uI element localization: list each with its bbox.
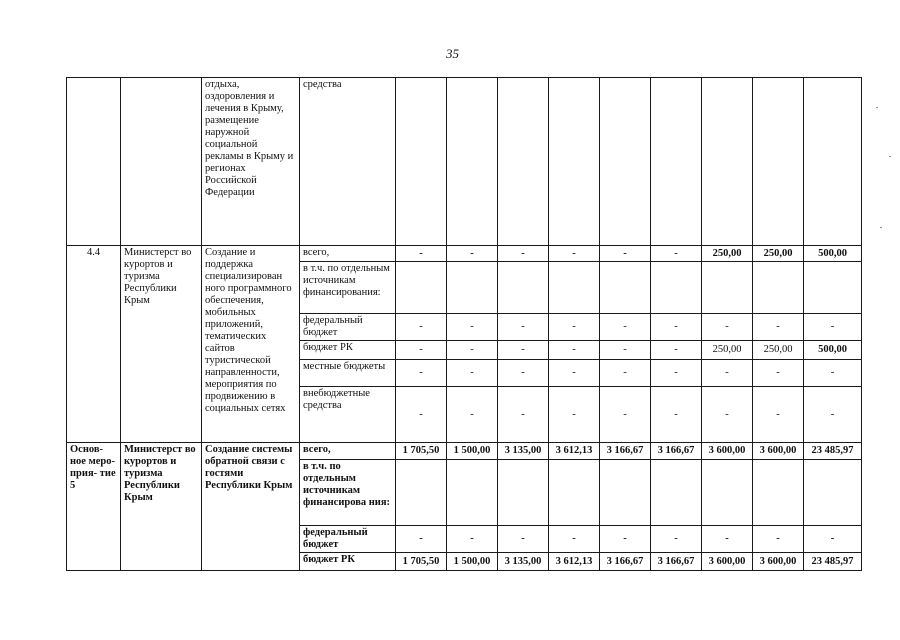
value-cell (651, 262, 702, 314)
value-cell: 500,00 (804, 341, 862, 360)
value-cell (804, 78, 862, 246)
value-cell (549, 460, 600, 526)
value-cell (600, 460, 651, 526)
value-cell (702, 262, 753, 314)
value-cell (600, 78, 651, 246)
source-cell: федеральный бюджет (300, 314, 396, 341)
scan-speck (880, 227, 882, 228)
value-cell: 23 485,97 (804, 553, 862, 571)
value-cell: - (651, 314, 702, 341)
source-cell: всего, (300, 246, 396, 262)
description-cell: Создание системы обратной связи с гостями Республики Крым (202, 443, 300, 571)
scan-speck (889, 156, 891, 157)
value-cell: - (549, 314, 600, 341)
value-cell (498, 460, 549, 526)
value-cell: - (651, 526, 702, 553)
value-cell: 1 705,50 (396, 443, 447, 460)
value-cell: - (447, 341, 498, 360)
value-cell: 3 166,67 (600, 443, 651, 460)
value-cell: 1 705,50 (396, 553, 447, 571)
value-cell: - (651, 360, 702, 387)
value-cell: - (600, 526, 651, 553)
value-cell (651, 460, 702, 526)
value-cell: - (396, 360, 447, 387)
value-cell: - (600, 246, 651, 262)
source-cell: в т.ч. по отдельным источникам финансирования: (300, 262, 396, 314)
value-cell (396, 262, 447, 314)
value-cell: 3 166,67 (651, 553, 702, 571)
value-cell: - (804, 387, 862, 443)
value-cell (702, 460, 753, 526)
value-cell: - (396, 246, 447, 262)
value-cell: - (447, 526, 498, 553)
value-cell: - (702, 387, 753, 443)
source-cell: бюджет РК (300, 341, 396, 360)
value-cell: 250,00 (702, 246, 753, 262)
row-number-cell: Основ- ное меро- прия- тие 5 (67, 443, 121, 571)
page-number: 35 (446, 46, 459, 61)
value-cell: 250,00 (702, 341, 753, 360)
value-cell: 3 600,00 (702, 553, 753, 571)
value-cell (498, 78, 549, 246)
value-cell: - (396, 387, 447, 443)
value-cell: 3 612,13 (549, 553, 600, 571)
value-cell (549, 78, 600, 246)
value-cell: 250,00 (753, 341, 804, 360)
source-cell: федеральный бюджет (300, 526, 396, 553)
table-row (67, 78, 862, 246)
value-cell (498, 262, 549, 314)
value-cell: - (804, 314, 862, 341)
value-cell: - (396, 314, 447, 341)
value-cell (804, 460, 862, 526)
executor-cell: Министерст во курортов и туризма Республики Крым (121, 443, 202, 571)
value-cell: 1 500,00 (447, 443, 498, 460)
value-cell (753, 460, 804, 526)
value-cell: - (651, 341, 702, 360)
value-cell: - (447, 314, 498, 341)
value-cell: - (753, 526, 804, 553)
value-cell (549, 262, 600, 314)
value-cell: - (600, 341, 651, 360)
value-cell (447, 460, 498, 526)
source-cell: в т.ч. по отдельным источникам финансирова ния: (300, 460, 396, 526)
value-cell: 3 612,13 (549, 443, 600, 460)
value-cell (753, 262, 804, 314)
value-cell: 3 135,00 (498, 553, 549, 571)
value-cell: - (396, 526, 447, 553)
value-cell (447, 78, 498, 246)
value-cell: 3 166,67 (600, 553, 651, 571)
source-cell: бюджет РК (300, 553, 396, 571)
value-cell: - (396, 341, 447, 360)
value-cell: 1 500,00 (447, 553, 498, 571)
executor-cell: Министерст во курортов и туризма Республики Крым (121, 246, 202, 443)
value-cell: - (447, 246, 498, 262)
value-cell: - (600, 387, 651, 443)
value-cell: 250,00 (753, 246, 804, 262)
value-cell: - (498, 526, 549, 553)
value-cell (804, 262, 862, 314)
value-cell: - (549, 246, 600, 262)
value-cell: 23 485,97 (804, 443, 862, 460)
value-cell: - (549, 526, 600, 553)
value-cell: - (447, 387, 498, 443)
source-cell: внебюджетные средства (300, 387, 396, 443)
budget-table (66, 77, 862, 571)
value-cell: - (753, 360, 804, 387)
value-cell: - (702, 526, 753, 553)
value-cell: - (651, 246, 702, 262)
value-cell (600, 262, 651, 314)
source-cell: местные бюджеты (300, 360, 396, 387)
value-cell: - (498, 246, 549, 262)
row-number-cell (67, 78, 121, 246)
value-cell: - (804, 360, 862, 387)
value-cell: - (702, 360, 753, 387)
value-cell: - (804, 526, 862, 553)
source-cell: средства (300, 78, 396, 246)
value-cell: - (600, 314, 651, 341)
value-cell: 3 600,00 (753, 443, 804, 460)
value-cell: - (600, 360, 651, 387)
value-cell: - (498, 341, 549, 360)
value-cell: - (702, 314, 753, 341)
value-cell: 3 600,00 (702, 443, 753, 460)
value-cell (396, 78, 447, 246)
value-cell (447, 262, 498, 314)
value-cell: - (549, 360, 600, 387)
value-cell: - (753, 314, 804, 341)
table-row (67, 443, 862, 460)
value-cell: 500,00 (804, 246, 862, 262)
value-cell: - (549, 387, 600, 443)
description-cell: Создание и поддержка специализирован ного программного обеспечения, мобильных приложений, тематических сайтов туристической направленности, мероприятия по продвижению в социальных сетях (202, 246, 300, 443)
source-cell: всего, (300, 443, 396, 460)
value-cell: 3 135,00 (498, 443, 549, 460)
value-cell (702, 78, 753, 246)
row-number-cell: 4.4 (67, 246, 121, 443)
value-cell: - (447, 360, 498, 387)
value-cell: - (498, 314, 549, 341)
value-cell (753, 78, 804, 246)
value-cell: 3 166,67 (651, 443, 702, 460)
value-cell: - (498, 387, 549, 443)
executor-cell (121, 78, 202, 246)
value-cell: - (651, 387, 702, 443)
value-cell: - (549, 341, 600, 360)
scan-speck (876, 107, 878, 108)
value-cell (651, 78, 702, 246)
value-cell: - (498, 360, 549, 387)
value-cell (396, 460, 447, 526)
table-row (67, 246, 862, 262)
description-cell: отдыха, оздоровления и лечения в Крыму, размещение наружной социальной рекламы в Крыму и регионах Российской Федерации (202, 78, 300, 246)
value-cell: - (753, 387, 804, 443)
value-cell: 3 600,00 (753, 553, 804, 571)
